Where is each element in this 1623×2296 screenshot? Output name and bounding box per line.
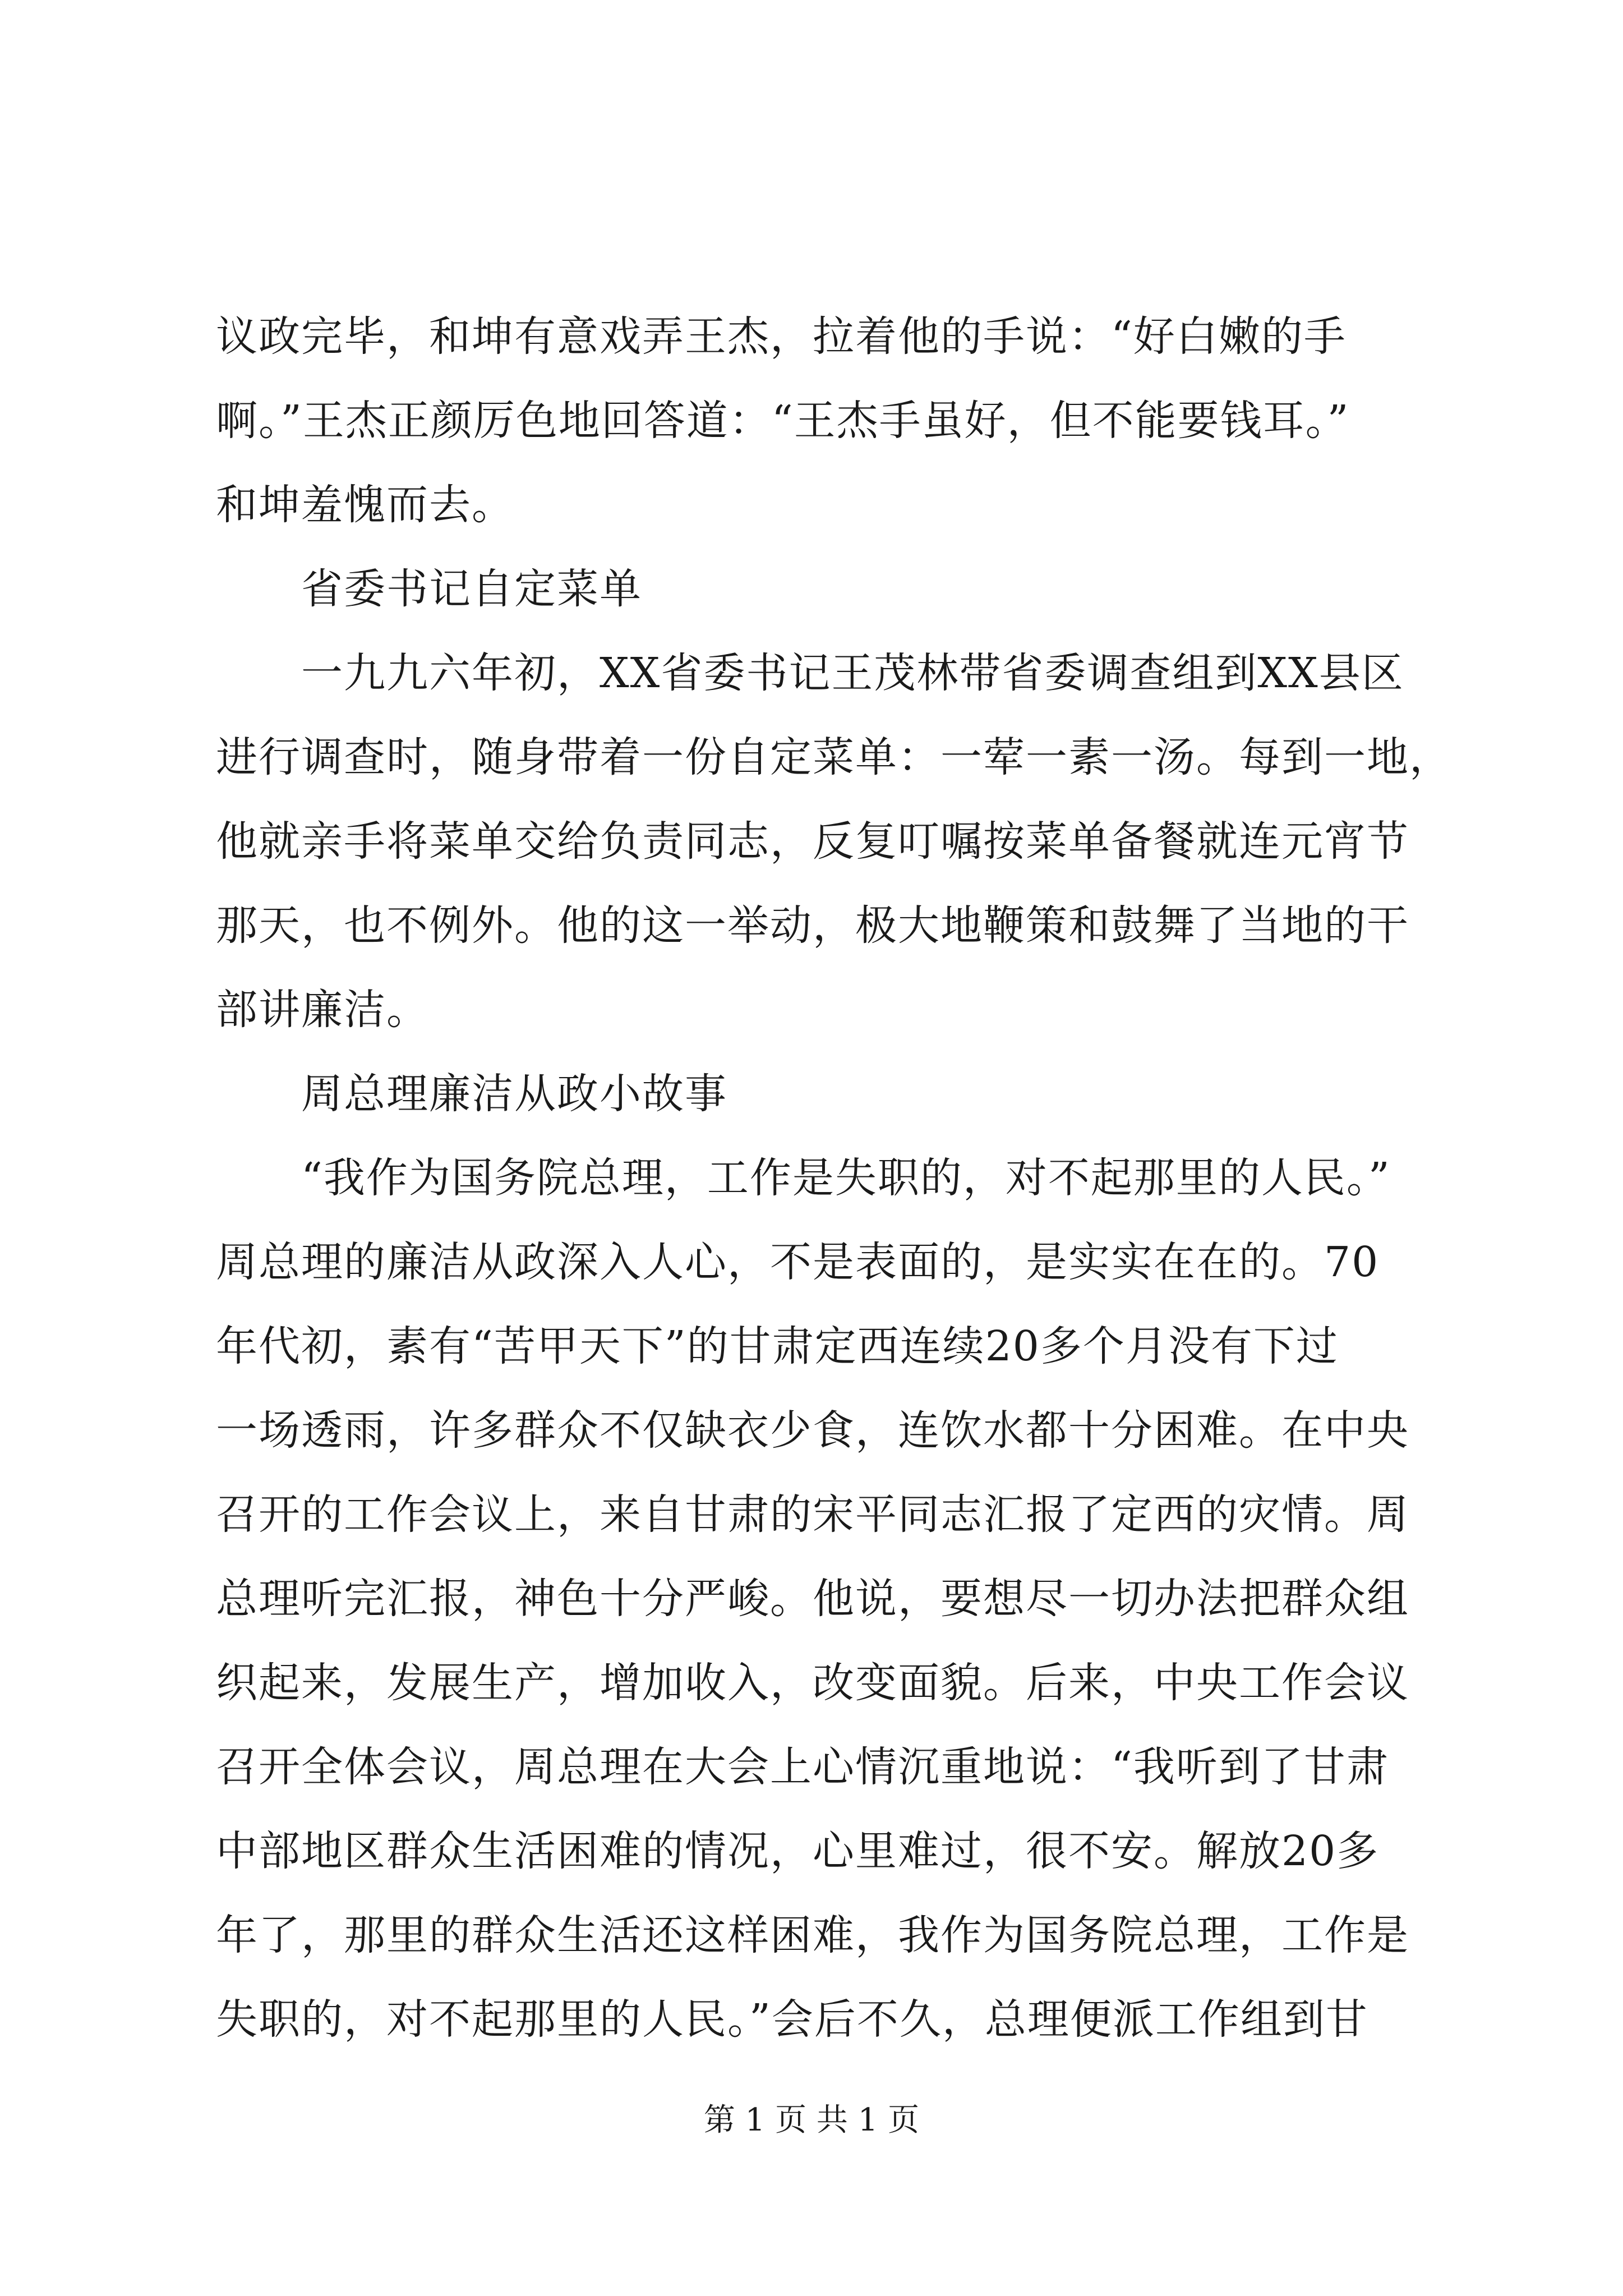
text-line: 年了，那里的群众生活还这样困难，我作为国务院总理，工作是 — [216, 1911, 1409, 1959]
text-line: 织起来，发展生产，增加收入，改变面貌。后来，中央工作会议 — [216, 1659, 1409, 1707]
page-footer — [0, 2101, 1623, 2140]
text-line: 他就亲手将菜单交给负责同志，反复叮嘱按菜单备餐就连元宵节 — [216, 817, 1409, 866]
text-line: 召开全体会议，周总理在大会上心情沉重地说：“我听到了甘肃 — [216, 1743, 1389, 1791]
text-line: 总理听完汇报，神色十分严峻。他说，要想尽一切办法把群众组 — [216, 1575, 1409, 1623]
text-line: 和坤羞愧而去。 — [216, 481, 514, 529]
section-heading: 周总理廉洁从政小故事 — [216, 1070, 727, 1118]
text-line: 进行调查时，随身带着一份自定菜单：一荤一素一汤。每到一地， — [216, 733, 1452, 781]
text-line: 一九九六年初，XX省委书记王茂林带省委调查组到XX县区 — [216, 649, 1404, 697]
text-line: 那天，也不例外。他的这一举动，极大地鞭策和鼓舞了当地的干 — [216, 901, 1409, 950]
text-line: 中部地区群众生活困难的情况，心里难过，很不安。解放20多 — [216, 1827, 1380, 1875]
text-line: 议政完毕，和坤有意戏弄王杰，拉着他的手说：“好白嫩的手 — [216, 312, 1347, 361]
text-line: 一场透雨，许多群众不仅缺衣少食，连饮水都十分困难。在中央 — [216, 1406, 1409, 1455]
text-line: 失职的，对不起那里的人民。”会后不久，总理便派工作组到甘 — [216, 1995, 1368, 2044]
text-line: 年代初，素有“苦甲天下”的甘肃定西连续20多个月没有下过 — [216, 1322, 1339, 1370]
section-heading: 省委书记自定菜单 — [216, 565, 642, 613]
text-line: “我作为国务院总理，工作是失职的，对不起那里的人民。” — [216, 1154, 1391, 1202]
text-line: 周总理的廉洁从政深入人心，不是表面的，是实实在在的。70 — [216, 1238, 1380, 1286]
text-line: 召开的工作会议上，来自甘肃的宋平同志汇报了定西的灾情。周 — [216, 1490, 1409, 1539]
page-number: 第 1 页 共 1 页 — [703, 2102, 920, 2138]
text-line: 部讲廉洁。 — [216, 986, 429, 1034]
text-line: 啊。”王杰正颜厉色地回答道：“王杰手虽好，但不能要钱耳。” — [216, 397, 1350, 445]
